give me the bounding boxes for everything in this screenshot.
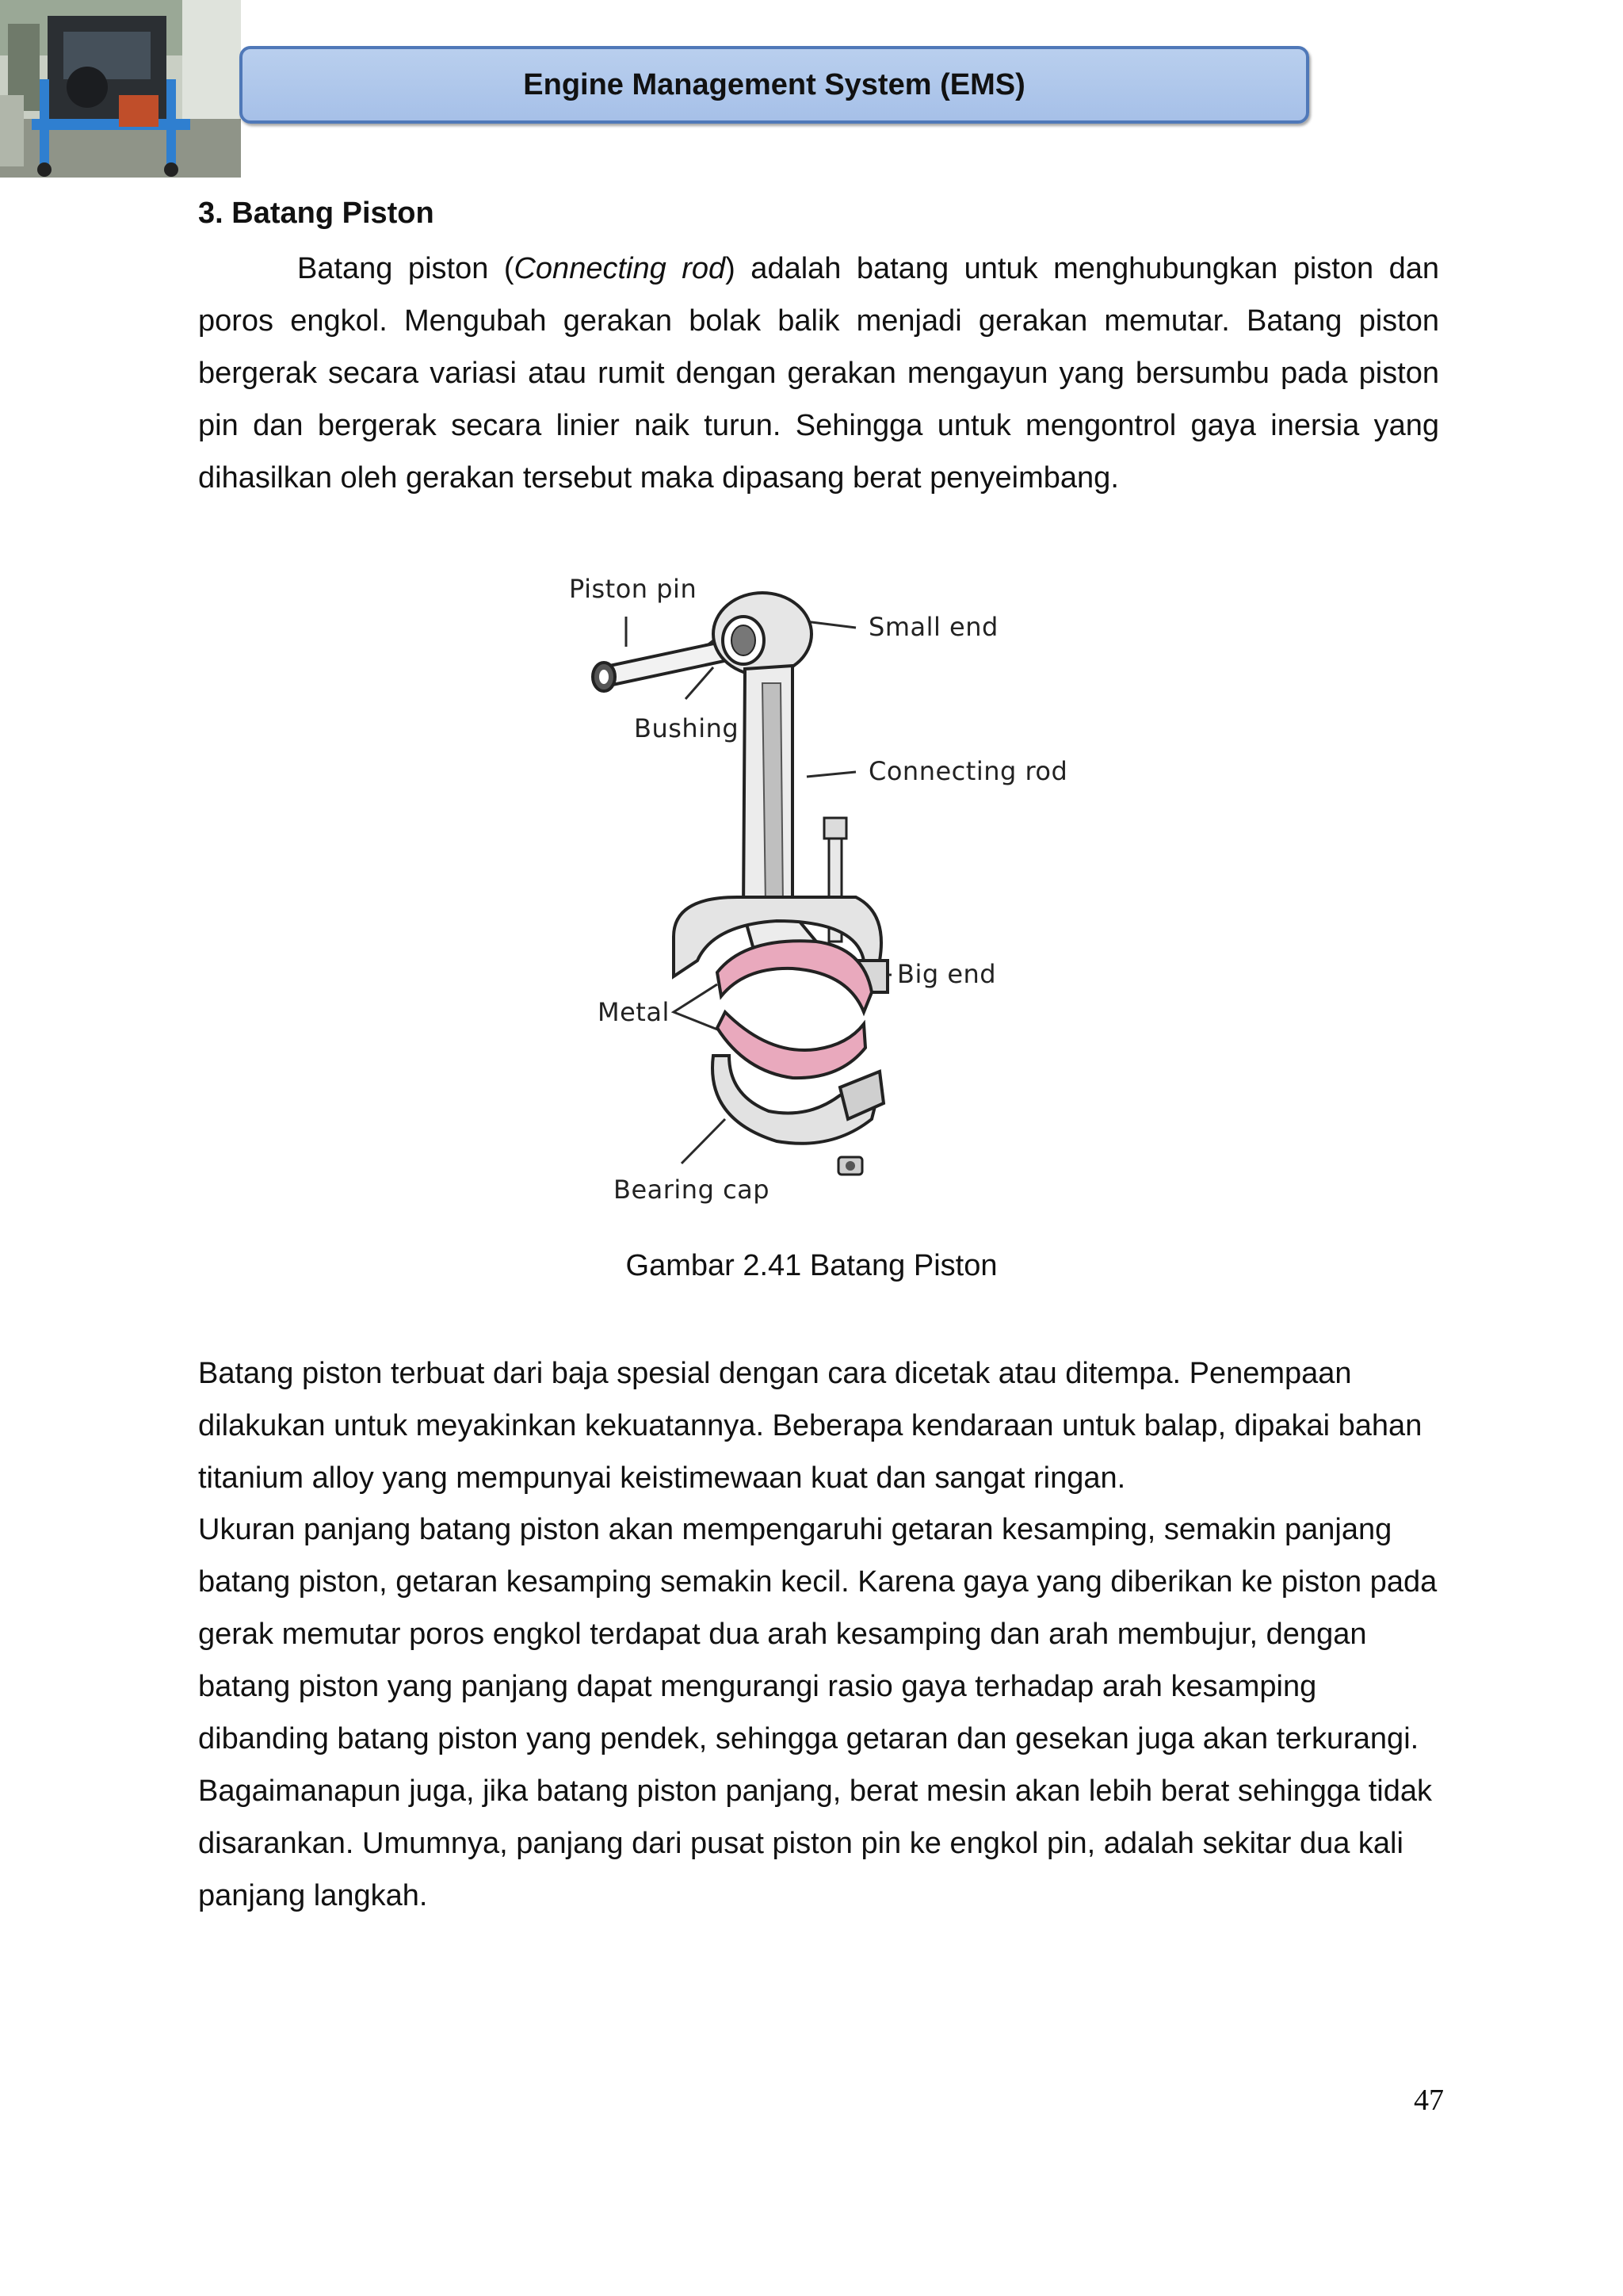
header-title: Engine Management System (EMS) xyxy=(523,67,1025,101)
label-small-end: Small end xyxy=(869,612,999,642)
engine-stand-photo xyxy=(0,0,241,178)
section-heading: 3. Batang Piston xyxy=(198,197,434,230)
upper-metal-shell xyxy=(717,941,872,1012)
lower-metal-shell xyxy=(717,1012,865,1078)
intro-term: Connecting rod xyxy=(514,252,726,285)
label-connecting-rod: Connecting rod xyxy=(869,756,1068,786)
page-number: 47 xyxy=(1414,2084,1444,2117)
body-paragraph-1: Batang piston terbuat dari baja spesial dengan cara dicetak atau ditempa. Penempaan dilakukan untuk meyakinkan kekuatannya. Beberapa kendaraan untuk balap, dipakai bahan titanium alloy yang mempunyai keistimewaan kuat dan sangat ringan. xyxy=(198,1357,1423,1495)
intro-lead: Batang piston ( xyxy=(297,252,514,285)
intro-paragraph xyxy=(198,243,1439,504)
body-paragraph-2: Ukuran panjang batang piston akan mempengaruhi getaran kesamping, semakin panjang batang piston, getaran kesamping semakin kecil. Karena gaya yang diberikan ke piston pada gerak memutar poros engkol terdapat dua arah kesamping dan arah membujur, dengan batang piston yang panjang dapat mengurangi rasio gaya terhadap arah kesamping dibanding batang piston yang pendek, sehingga getaran dan gesekan juga akan terkurangi. Bagaimanapun juga, jika batang piston panjang, berat mesin akan lebih berat sehingga tidak disarankan. Umumnya, panjang dari pusat piston pin ke engkol pin, adalah sekitar dua kali panjang langkah. xyxy=(198,1513,1438,1912)
label-big-end: Big end xyxy=(897,959,997,989)
piston-pin-part xyxy=(593,642,724,691)
nut-part xyxy=(838,1157,862,1175)
small-end-part xyxy=(713,593,812,675)
header-banner xyxy=(239,46,1309,124)
label-piston-pin: Piston pin xyxy=(569,574,697,604)
connecting-rod-figure xyxy=(555,564,1109,1222)
intro-rest: ) adalah batang untuk menghubungkan piston dan poros engkol. Mengubah gerakan bolak balik menjadi gerakan memutar. Batang piston bergerak secara variasi atau rumit dengan gerakan mengayun yang bersumbu pada piston pin dan bergerak secara linier naik turun. Sehingga untuk mengontrol gaya inersia yang dihasilkan oleh gerakan tersebut maka dipasang berat penyeimbang. xyxy=(198,252,1439,495)
label-bearing-cap: Bearing cap xyxy=(613,1175,770,1205)
figure-caption: Gambar 2.41 Batang Piston xyxy=(625,1249,998,1282)
label-bushing: Bushing xyxy=(634,713,739,743)
connecting-rod-illustration xyxy=(555,564,1109,1222)
label-metal: Metal xyxy=(598,997,670,1027)
